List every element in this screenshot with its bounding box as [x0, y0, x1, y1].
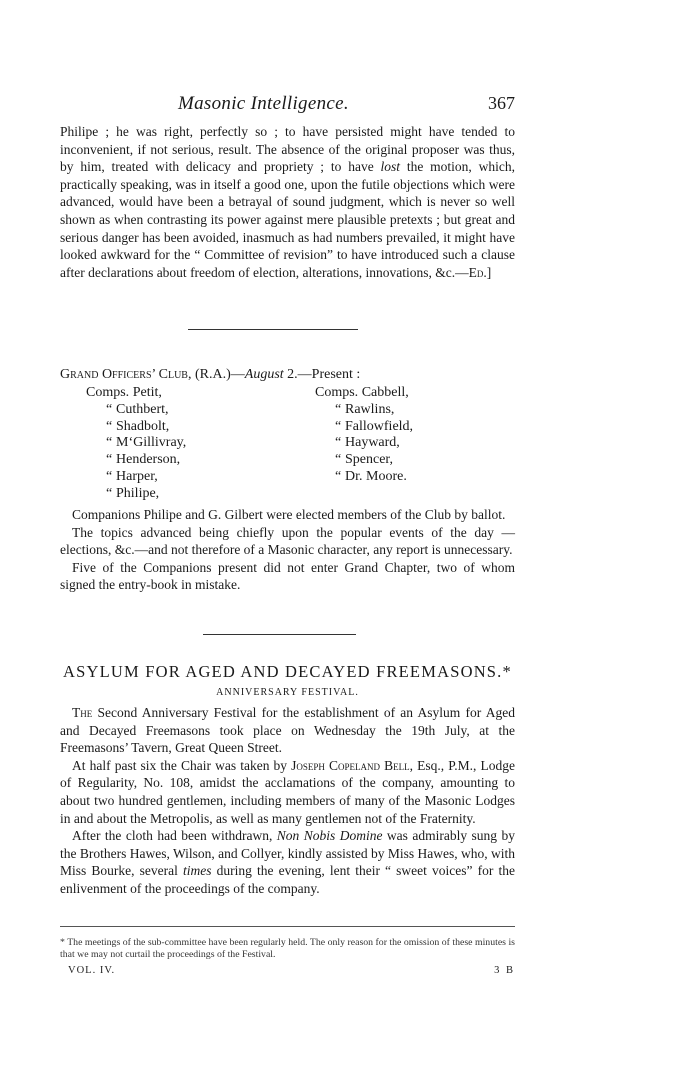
ditto-mark: “ [335, 435, 342, 451]
member-entry [86, 469, 286, 486]
footnote-rule [60, 926, 515, 927]
member-name: Hayward, [345, 435, 400, 451]
hymn-title: Non Nobis Domine [276, 828, 383, 844]
ditto-mark: “ [106, 435, 113, 451]
drop-word: The [72, 705, 93, 720]
article-body [60, 704, 515, 898]
club-paragraph: Companions Philipe and G. Gilbert were elected members of the Club by ballot. [72, 507, 506, 522]
member-entry [315, 469, 515, 486]
section-divider [203, 634, 356, 635]
member-name: Henderson, [116, 452, 181, 468]
page-footer [60, 965, 515, 979]
member-entry [86, 486, 286, 503]
article-text: was admirably sung by the Brothers Hawes, Wilson, and Collyer, kindly assisted by Miss Hawes, who, with Miss Bourke, several [60, 828, 515, 879]
article-text: Esq., P.M., Lodge of Regularity, No. 108, amidst the acclamations of the company, amounting to about two hundred gentlemen, including members of many of the Masonic Lodges in and about the Metropolis, as well as many gentlemen not of the Fraternity. [60, 757, 515, 826]
member-entry [315, 452, 515, 469]
club-ra: (R.A.)— [191, 367, 245, 382]
member-entry [315, 419, 515, 436]
ditto-mark: “ [106, 452, 113, 468]
club-date-rest: 2.—Present : [283, 367, 361, 382]
club-heading [60, 366, 515, 384]
member-entry [86, 452, 286, 469]
article-text: during the evening, lent their “ sweet voices” for the enlivenment of the proceedings of the company. [60, 863, 515, 896]
ditto-mark: “ [335, 452, 342, 468]
section-divider [188, 329, 358, 330]
footnote: * The meetings of the sub-committee have been regularly held. The only reason for the omission of these minutes is that we may not curtail the proceedings of the Festival. [60, 937, 515, 961]
chairman-name: Joseph Copeland Bell, [291, 757, 414, 773]
article-subtitle: ANNIVERSARY FESTIVAL. [216, 687, 359, 698]
editorial-note [60, 123, 515, 281]
editorial-paragraph [60, 123, 515, 281]
club-paragraph: The topics advanced being chiefly upon the popular events of the day —elections, &c.—and not therefore of a Masonic character, any report is unnecessary. [60, 524, 515, 558]
running-title: Masonic Intelligence. [178, 93, 349, 114]
member-entry [86, 435, 286, 452]
comps-prefix: Comps. [86, 385, 130, 400]
article-title: ASYLUM FOR AGED AND DECAYED FREEMASONS.* [63, 662, 512, 681]
ditto-mark: “ [335, 418, 342, 434]
member-name: Rawlins, [345, 401, 395, 417]
member-entry [86, 385, 286, 402]
member-name: Cuthbert, [116, 401, 169, 417]
article-paragraph [60, 757, 515, 827]
page-number: 367 [488, 93, 515, 113]
member-entry [86, 402, 286, 419]
signature-mark: 3 B [494, 965, 515, 976]
member-name: Philipe, [116, 485, 160, 501]
member-entry [315, 385, 515, 402]
club-date-month: August [244, 367, 284, 382]
member-entry [86, 419, 286, 436]
members-left-column [86, 385, 286, 503]
member-name: Shadbolt, [116, 418, 170, 434]
ditto-mark: “ [106, 401, 113, 417]
member-name: Spencer, [345, 452, 394, 468]
editorial-close-bracket: ] [486, 264, 492, 280]
member-name: Dr. Moore. [345, 468, 407, 484]
emphasis-times: times [182, 863, 212, 879]
club-report [60, 506, 515, 594]
member-name: Harper, [116, 468, 158, 484]
ditto-mark: “ [106, 418, 113, 434]
article-text: After the cloth had been withdrawn, [72, 828, 277, 844]
volume-label: VOL. IV. [68, 965, 116, 976]
article-text: At half past six the Chair was taken by [72, 757, 292, 773]
member-name: Fallowfield, [345, 418, 414, 434]
editor-mark: Ed. [468, 264, 487, 280]
editorial-text-cont: the motion, which, practically speaking, was in itself a good one, upon the futile objections which were advanced, would have been a betrayal of sound judgment, which is never so well shown as when contrasting its power against mere plausible pretexts ; but great and serious danger has been avoided, inasmuch as had numbers prevailed, it might have looked awkward for the “ Committee of revision” to have introduced such a clause after declarations about freedom of election, alterations, innovations, &c.— [60, 159, 515, 280]
club-name: Grand Officers’ Club, [60, 367, 192, 382]
member-name: Petit, [132, 385, 162, 400]
ditto-mark: “ [106, 468, 113, 484]
page-header [60, 93, 515, 117]
article-paragraph [60, 704, 515, 757]
member-entry [315, 435, 515, 452]
member-name: M‘Gillivray, [116, 435, 187, 451]
club-paragraph: Five of the Companions present did not enter Grand Chapter, two of whom signed the entry-book in mistake. [60, 559, 515, 593]
member-name: Cabbell, [361, 385, 409, 400]
editorial-text: Philipe ; he was right, perfectly so ; to have persisted might have tended to inconvenient, if not serious, result. The absence of the original proposer was thus, by him, treated with delicacy and propriety ; to have [60, 124, 515, 175]
ditto-mark: “ [335, 401, 342, 417]
article-paragraph [60, 827, 515, 897]
article-text: Second Anniversary Festival for the establishment of an Asylum for Aged and Decayed Freemasons took place on Wednesday the 19th July, at the Freemasons’ Tavern, Great Queen Street. [60, 705, 515, 756]
member-entry [315, 402, 515, 419]
members-right-column [315, 385, 515, 486]
ditto-mark: “ [106, 485, 113, 501]
ditto-mark: “ [335, 468, 342, 484]
emphasis-lost: lost [380, 159, 401, 175]
comps-prefix: Comps. [315, 385, 359, 400]
